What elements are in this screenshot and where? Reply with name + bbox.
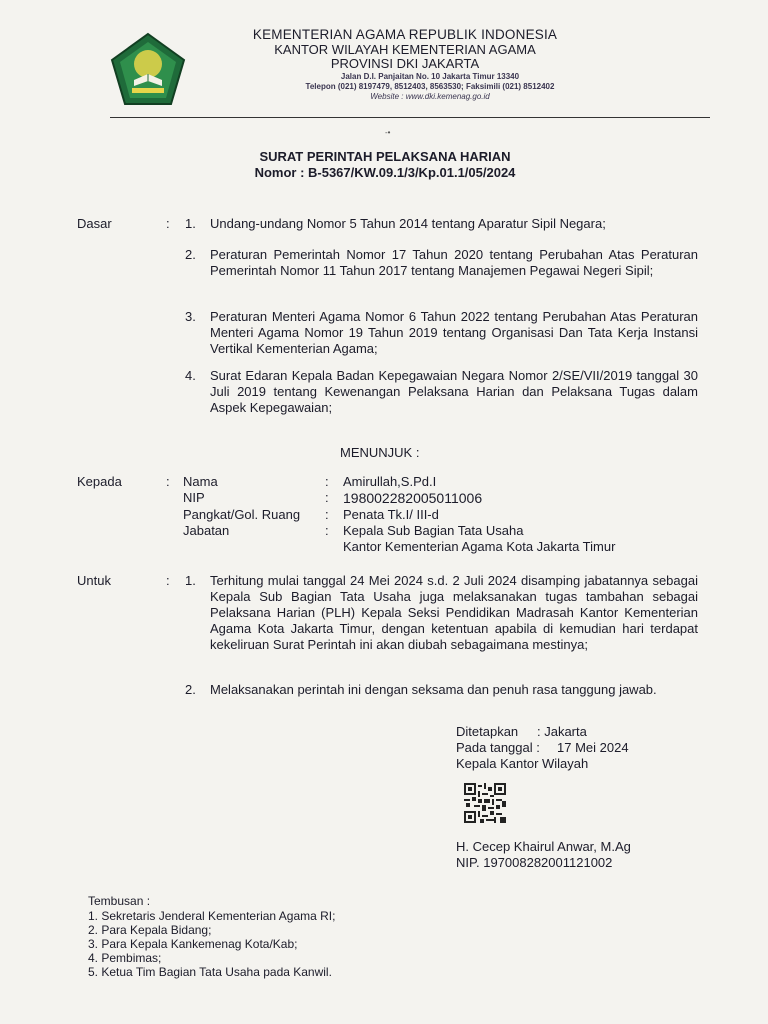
signer-position: Kepala Kantor Wilayah: [456, 756, 589, 771]
field-nip-value: 198002282005011006: [343, 490, 483, 506]
field-nip-label: NIP: [183, 490, 205, 505]
tembusan-item: 5. Ketua Tim Bagian Tata Usaha pada Kanwil.: [88, 965, 332, 979]
letterhead-ministry: KEMENTERIAN AGAMA REPUBLIK INDONESIA: [252, 27, 558, 42]
dasar-item-1-num: 1.: [185, 216, 196, 231]
tembusan-title: Tembusan :: [88, 894, 151, 908]
field-nama-label: Nama: [183, 474, 218, 489]
letterhead-address: Jalan D.I. Panjaitan No. 10 Jakarta Timur 13340: [340, 72, 520, 81]
dasar-item-3-num: 3.: [185, 309, 196, 324]
tanggal-value: 17 Mei 2024: [557, 740, 629, 755]
tembusan-item: 4. Pembimas;: [88, 951, 162, 965]
field-jabatan-colon: :: [325, 523, 329, 538]
tembusan-item: 2. Para Kepala Bidang;: [88, 923, 212, 937]
qr-code-icon: [464, 783, 506, 823]
field-jabatan-value-2: Kantor Kementerian Agama Kota Jakarta Timur: [343, 539, 616, 554]
ditetapkan-value: : Jakarta: [537, 724, 587, 739]
document-title: SURAT PERINTAH PELAKSANA HARIAN: [259, 149, 511, 164]
dasar-item-2-num: 2.: [185, 247, 196, 262]
field-nip-colon: :: [325, 490, 329, 505]
field-jabatan-label: Jabatan: [183, 523, 230, 538]
signer-nip: NIP. 197008282001121002: [456, 855, 613, 870]
tanggal-label: Pada tanggal :: [456, 740, 540, 755]
kepada-label: Kepada: [77, 474, 122, 489]
dasar-colon: :: [166, 216, 170, 231]
dasar-item-3-text: Peraturan Menteri Agama Nomor 6 Tahun 2022 tentang Perubahan Atas Peraturan Menteri Agama Nomor 19 Tahun 2019 tentang Organisasi Dan Tata Kerja Instansi Vertikal Kementerian Agama;: [210, 309, 698, 356]
tembusan-item: 3. Para Kepala Kankemenag Kota/Kab;: [88, 937, 298, 951]
letterhead-divider: [110, 117, 710, 118]
dasar-label: Dasar: [77, 216, 112, 231]
untuk-label: Untuk: [77, 573, 111, 588]
field-nama-colon: :: [325, 474, 329, 489]
untuk-item-1-text: Terhitung mulai tanggal 24 Mei 2024 s.d. 2 Juli 2024 disamping jabatannya sebagai Kepala Sub Bagian Tata Usaha juga melaksanakan tugas tambahan sebagai Pelaksana Harian (PLH) Kepala Seksi Pendidikan Madrasah Kantor Kementerian Agama Kota Jakarta Timur, dengan ketentuan apabila di kemudian hari terdapat kekeliruan Surat Perintah ini akan diubah sebagaimana mestinya;: [210, 573, 698, 652]
untuk-item-2-text: Melaksanakan perintah ini dengan seksama dan penuh rasa tanggung jawab.: [210, 682, 657, 697]
signer-name: H. Cecep Khairul Anwar, M.Ag: [456, 839, 631, 854]
dasar-item-4-num: 4.: [185, 368, 196, 383]
field-pangkat-colon: :: [325, 507, 329, 522]
dasar-item-4-text: Surat Edaran Kepala Badan Kepegawaian Negara Nomor 2/SE/VII/2019 tanggal 30 Juli 2019 tentang Kewenangan Pelaksana Harian dan Pelaksana Tugas dalam Aspek Kepegawaian;: [210, 368, 698, 415]
untuk-item-2-num: 2.: [185, 682, 196, 697]
letterhead-phone: Telepon (021) 8197479, 8512403, 8563530; Faksimili (021) 8512402: [305, 82, 555, 91]
dasar-item-2-text: Peraturan Pemerintah Nomor 17 Tahun 2020 tentang Perubahan Atas Peraturan Pemerintah Nomor 11 Tahun 2017 tentang Manajemen Pegawai Negeri Sipil;: [210, 247, 698, 278]
menunjuk-heading: MENUNJUK :: [340, 445, 420, 460]
untuk-colon: :: [166, 573, 170, 588]
letterhead-province: PROVINSI DKI JAKARTA: [330, 56, 480, 71]
ditetapkan-label: Ditetapkan: [456, 724, 519, 739]
letterhead-office: KANTOR WILAYAH KEMENTERIAN AGAMA: [274, 42, 536, 57]
field-jabatan-value: Kepala Sub Bagian Tata Usaha: [343, 523, 524, 538]
untuk-item-1-num: 1.: [185, 573, 196, 588]
field-pangkat-label: Pangkat/Gol. Ruang: [183, 507, 301, 522]
field-pangkat-value: Penata Tk.I/ III-d: [343, 507, 439, 522]
letterhead-website: Website : www.dki.kemenag.go.id: [370, 92, 490, 101]
tembusan-item: 1. Sekretaris Jenderal Kementerian Agama RI;: [88, 909, 336, 923]
kepada-colon: :: [166, 474, 170, 489]
field-nama-value: Amirullah,S.Pd.I: [343, 474, 437, 489]
scan-mark: -•: [385, 128, 391, 137]
document-number: Nomor : B-5367/KW.09.1/3/Kp.01.1/05/2024: [254, 165, 516, 180]
dasar-item-1-text: Undang-undang Nomor 5 Tahun 2014 tentang Aparatur Sipil Negara;: [210, 216, 606, 231]
kemenag-emblem-icon: [108, 30, 188, 110]
